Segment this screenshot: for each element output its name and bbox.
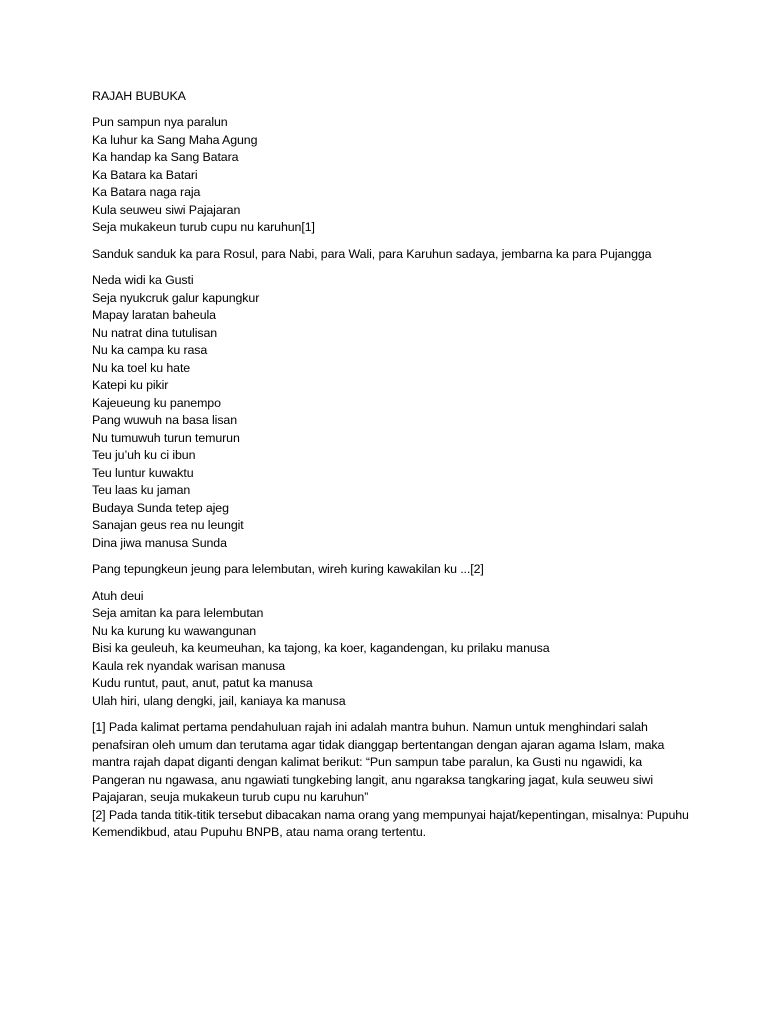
verse-line: Neda widi ka Gusti — [92, 273, 194, 287]
verse-line: Teu ju’uh ku ci ibun — [92, 448, 196, 462]
verse-line: Nu ka toel ku hate — [92, 360, 191, 375]
stanza-atuh-deui — [92, 588, 692, 711]
verse-line: Nu ka kurung ku wawangunan — [92, 623, 257, 638]
verse-line: Teu luntur kuwaktu — [92, 465, 194, 480]
verse-line: Nu natrat dina tutulisan — [92, 325, 218, 340]
verse-line: Kajeueung ku panempo — [92, 395, 221, 410]
verse-line: Ka Batara naga raja — [92, 185, 201, 199]
document-body — [92, 86, 692, 842]
verse-line: Teu laas ku jaman — [92, 483, 191, 497]
verse-line: Sanajan geus rea nu leungit — [92, 518, 244, 532]
verse-line: Ulah hiri, ulang dengki, jail, kaniaya ka manusa — [92, 693, 346, 708]
verse-line: Seja mukakeun turub cupu nu karuhun[1] — [92, 220, 315, 234]
verse-line: Atuh deui — [92, 588, 144, 603]
verse-line: Nu tumuwuh turun temurun — [92, 430, 240, 445]
footnotes — [92, 719, 692, 842]
footnote-2: [2] Pada tanda titik-titik tersebut dibacakan nama orang yang mempunyai hajat/kepentingan, misalnya: Pupuhu Kemendikbud, atau Pupuhu BNPB, atau nama orang tertentu. — [92, 807, 689, 839]
footnote-1: [1] Pada kalimat pertama pendahuluan rajah ini adalah mantra buhun. Namun untuk menghindari salah penafsiran oleh umum dan terutama agar tidak dianggap bertentangan dengan ajaran agama Islam, maka mantra rajah dapat diganti dengan kalimat berikut: “Pun sampun tabe paralun, ka Gusti nu ngawidi, ka Pangeran nu ngawasa, anu ngawiati tungkebing langit, anu ngaraksa tangkaring jagat, kula seuweu siwi Pajajaran, seuja mukakeun turub cupu nu karuhun” — [92, 720, 665, 804]
verse-line: Katepi ku pikir — [92, 378, 169, 392]
verse-line: Seja amitan ka para lelembutan — [92, 606, 264, 620]
verse-line: Kudu runtut, paut, anut, patut ka manusa — [92, 676, 313, 690]
verse-line: Budaya Sunda tetep ajeg — [92, 500, 229, 515]
verse-line: Nu ka campa ku rasa — [92, 343, 208, 357]
verse-line: Bisi ka geuleuh, ka keumeuhan, ka tajong, ka koer, kagandengan, ku prilaku manusa — [92, 641, 550, 655]
verse-line: Mapay laratan baheula — [92, 308, 216, 322]
verse-line: Kaula rek nyandak warisan manusa — [92, 658, 286, 673]
paragraph-sanduk: Sanduk sanduk ka para Rosul, para Nabi, para Wali, para Karuhun sadaya, jembarna ka para Pujangga — [92, 246, 652, 261]
stanza-neda-widi — [92, 272, 692, 552]
verse-line: Ka Batara ka Batari — [92, 167, 198, 182]
stanza-opening — [92, 114, 692, 237]
paragraph-tepungkeun: Pang tepungkeun jeung para lelembutan, wireh kuring kawakilan ku ...[2] — [92, 562, 484, 576]
verse-line: Ka luhur ka Sang Maha Agung — [92, 132, 258, 147]
document-title: RAJAH BUBUKA — [92, 89, 186, 103]
verse-line: Pun sampun nya paralun — [92, 115, 228, 129]
verse-line: Seja nyukcruk galur kapungkur — [92, 290, 260, 305]
verse-line: Dina jiwa manusa Sunda — [92, 535, 227, 550]
verse-line: Ka handap ka Sang Batara — [92, 150, 239, 164]
verse-line: Kula seuweu siwi Pajajaran — [92, 202, 241, 217]
verse-line: Pang wuwuh na basa lisan — [92, 413, 238, 427]
